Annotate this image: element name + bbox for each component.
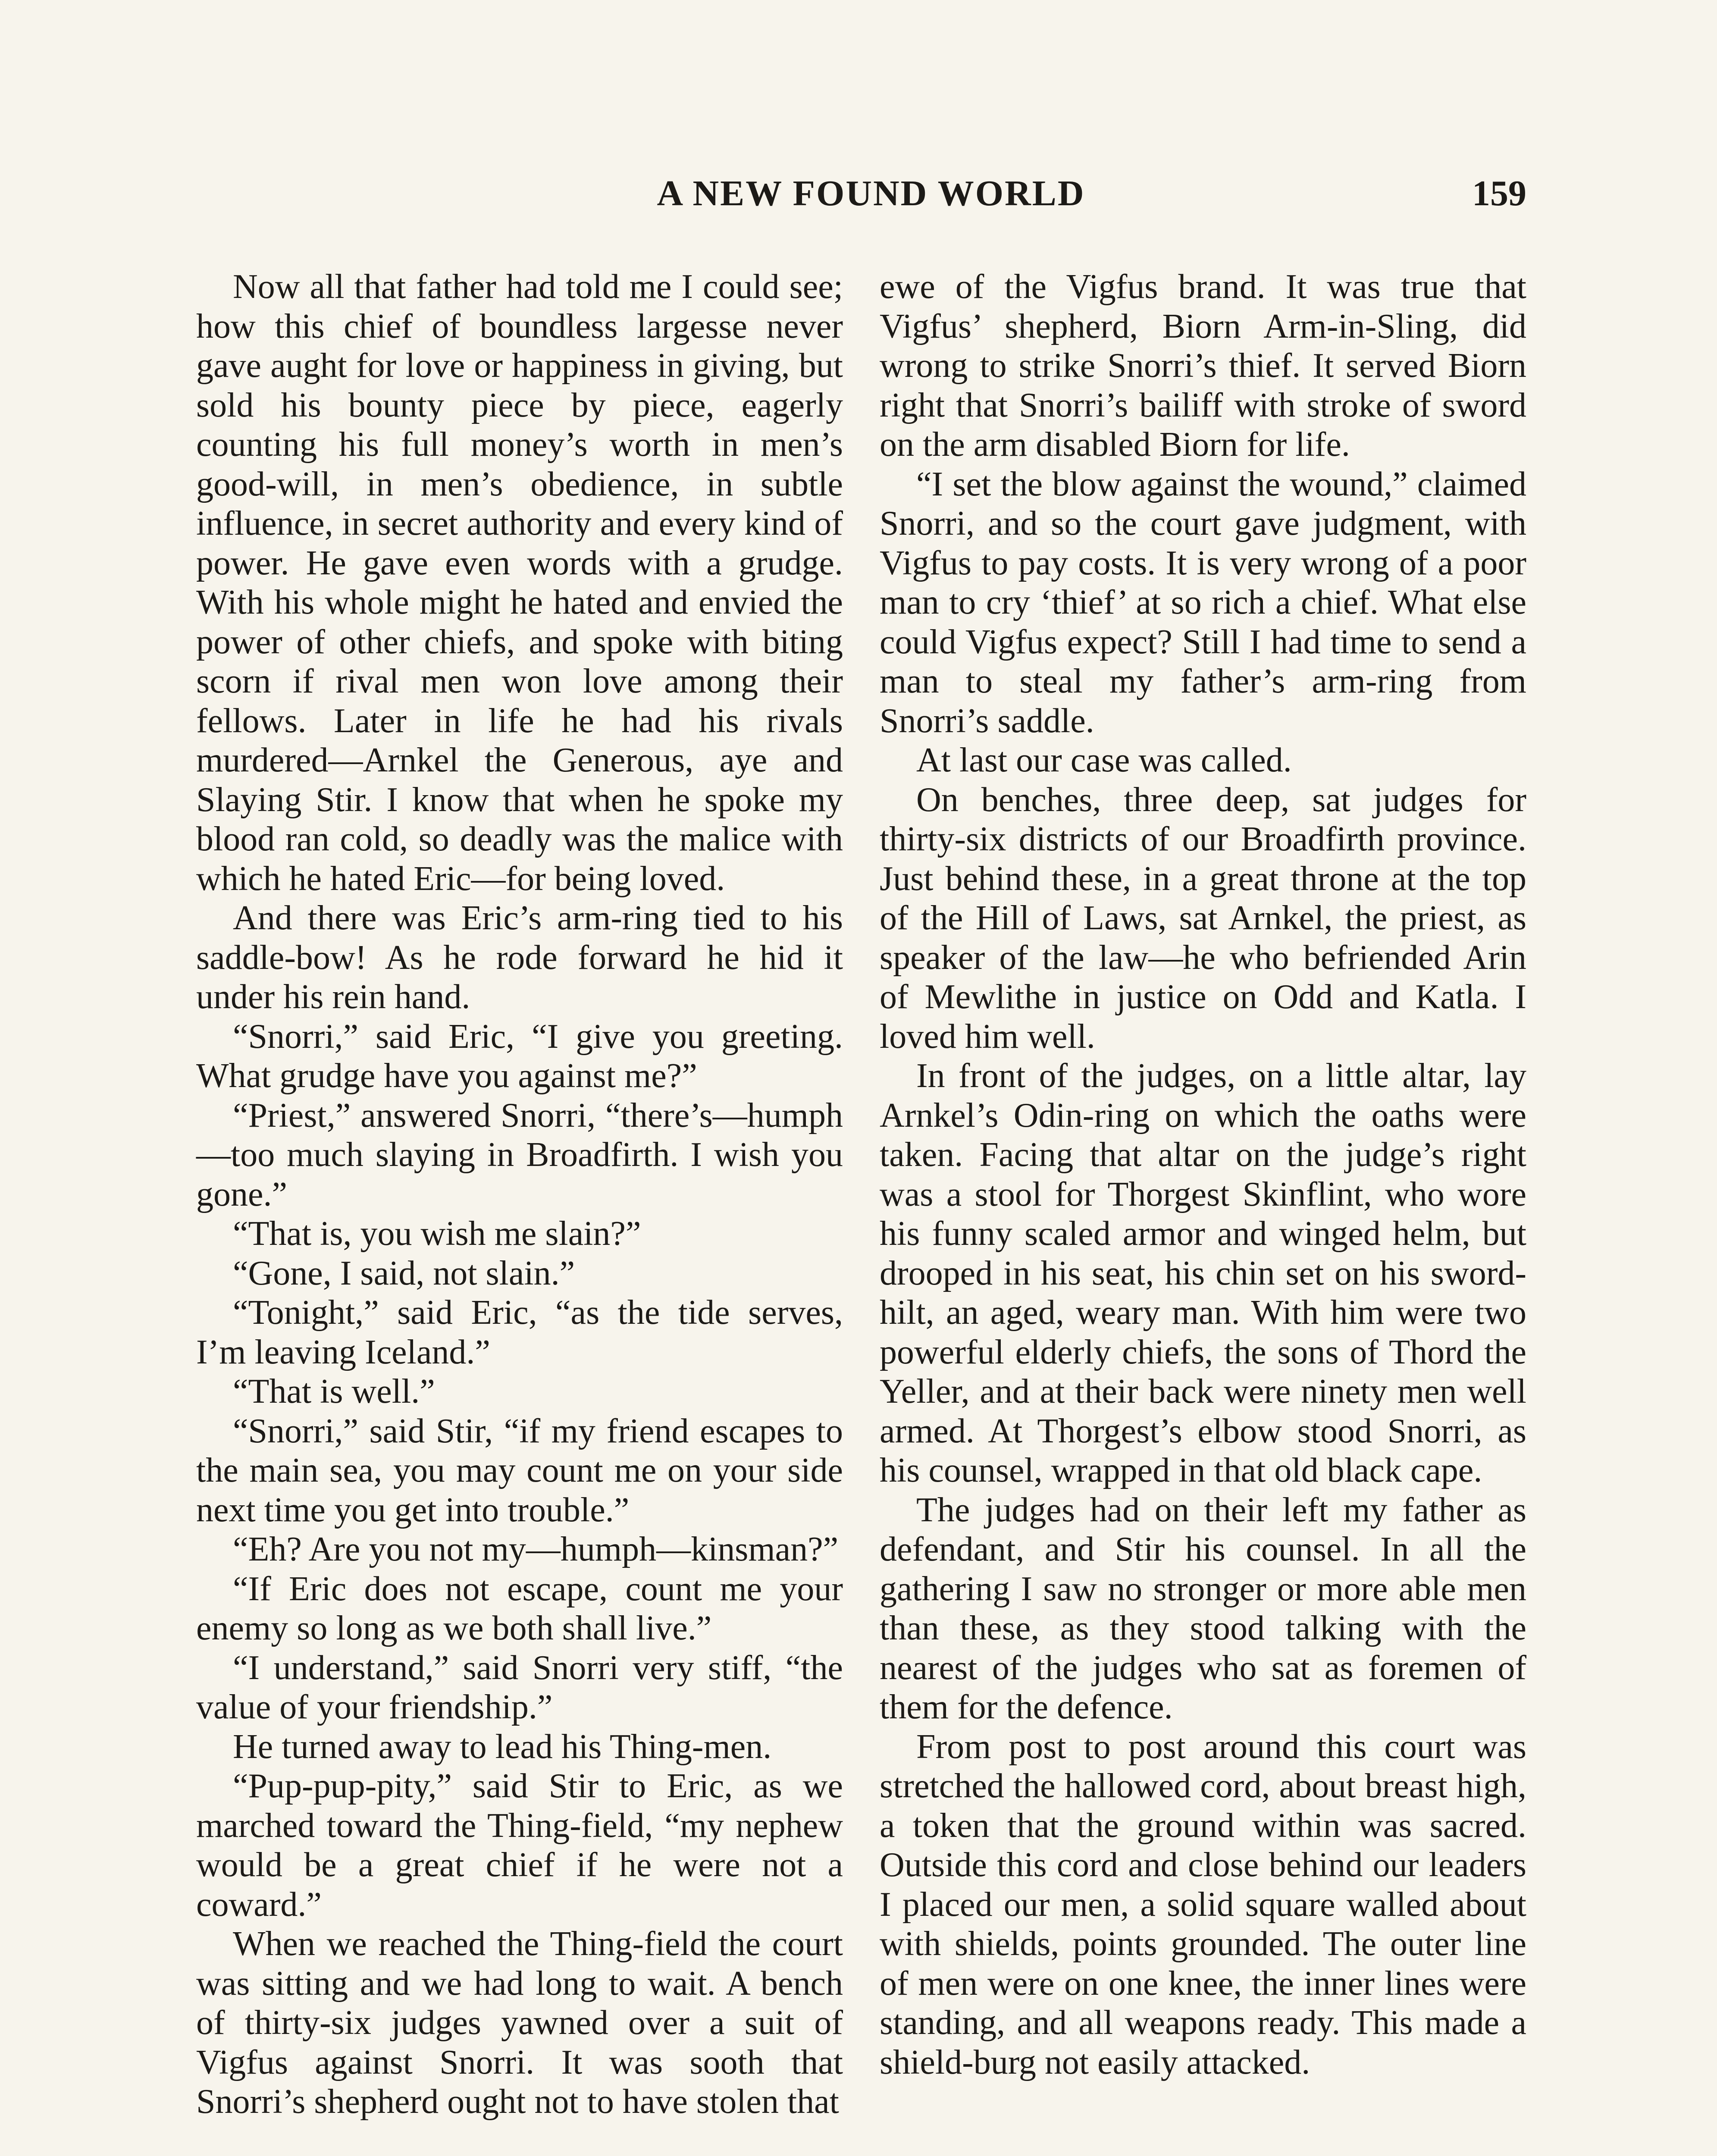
paragraph: In front of the judges, on a little altar, lay Arnkel’s Odin-ring on which the oaths were taken. Facing that altar on the judge’s right was a stool for Thorgest Skinflint, who wore his funny scaled armor and winged helm, but drooped in his seat, his chin set on his sword-hilt, an aged, weary man. With him were two powerful elderly chiefs, the sons of Thord the Yeller, and at their back were ninety men well armed. At Thorgest’s elbow stood Snorri, as his counsel, wrapped in that old black cape. xyxy=(880,1057,1526,1489)
paragraph: “Tonight,” said Eric, “as the tide serves, I’m leaving Iceland.” xyxy=(196,1294,843,1371)
paragraph: “I understand,” said Snorri very stiff, “the value of your friendship.” xyxy=(196,1648,843,1726)
paragraph: At last our case was called. xyxy=(916,741,1292,779)
paragraph: And there was Eric’s arm-ring tied to his saddle-bow! As he rode forward he hid it under his rein hand. xyxy=(196,899,843,1016)
page-number: 159 xyxy=(1472,173,1526,213)
paragraph: “Eh? Are you not my—humph—kinsman?” xyxy=(233,1530,839,1568)
paragraph: “Priest,” answered Snorri, “there’s—humph—too much slaying in Broadfirth. I wish you gone.” xyxy=(196,1096,843,1213)
paragraph: From post to post around this court was stretched the hallowed cord, about breast high, a token that the ground within was sacred. Outside this cord and close behind our leaders I placed our men, a solid square walled about with shields, points grounded. The outer line of men were on one knee, the inner lines were standing, and all weapons ready. This made a shield-burg not easily attacked. xyxy=(880,1727,1526,2081)
paragraph: “Pup-pup-pity,” said Stir to Eric, as we marched toward the Thing-field, “my nephew would be a great chief if he were not a coward.” xyxy=(196,1767,843,1924)
paragraph: “Gone, I said, not slain.” xyxy=(233,1254,575,1292)
paragraph: When we reached the Thing-field the court was sitting and we had long to wait. A bench of thirty-six judges yawned over a suit of Vigfus against Snorri. It was sooth that Snorri’s shepherd ought not to have stolen that xyxy=(196,1925,843,2121)
paragraph: He turned away to lead his Thing-men. xyxy=(233,1727,772,1766)
paragraph: “Snorri,” said Eric, “I give you greeting. What grudge have you against me?” xyxy=(196,1017,843,1095)
paragraph: The judges had on their left my father as defendant, and Stir his counsel. In all the gathering I saw no stronger or more able men than these, as they stood talking with the nearest of the judges who sat as foremen of them for the defence. xyxy=(880,1491,1526,1726)
paragraph: On benches, three deep, sat judges for thirty-six districts of our Broadfirth province. Just behind these, in a great throne at the top of the Hill of Laws, sat Arnkel, the priest, as speaker of the law—he who befriended Arin of Mewlithe in justice on Odd and Katla. I loved him well. xyxy=(880,780,1526,1056)
page-header xyxy=(0,172,1717,224)
right-column xyxy=(880,267,1526,2082)
paragraph: “That is well.” xyxy=(233,1373,435,1410)
running-title: A NEW FOUND WORLD xyxy=(657,173,1085,213)
paragraph: “I set the blow against the wound,” claimed Snorri, and so the court gave judgment, with Vigfus to pay costs. It is very wrong of a poor man to cry ‘thief’ at so rich a chief. What else could Vigfus expect? Still I had time to send a man to steal my father’s arm-ring from Snorri’s saddle. xyxy=(880,465,1526,740)
paragraph: “If Eric does not escape, count me your enemy so long as we both shall live.” xyxy=(196,1570,843,1647)
paragraph: “Snorri,” said Stir, “if my friend escapes to the main sea, you may count me on your side next time you get into trouble.” xyxy=(196,1412,843,1529)
paragraph: “That is, you wish me slain?” xyxy=(233,1215,641,1253)
continued-paragraph: ewe of the Vigfus brand. It was true that Vigfus’ shepherd, Biorn Arm-in-Sling, did wrong to strike Snorri’s thief. It served Biorn right that Snorri’s bailiff with stroke of sword on the arm disabled Biorn for life. xyxy=(880,268,1526,464)
paragraph: Now all that father had told me I could see; how this chief of boundless largesse never gave aught for love or happiness in giving, but sold his bounty piece by piece, eagerly counting his full money’s worth in men’s good-will, in men’s obedience, in subtle influence, in secret authority and every kind of power. He gave even words with a grudge. With his whole might he hated and envied the power of other chiefs, and spoke with biting scorn if rival men won love among their fellows. Later in life he had his rivals murdered—Arnkel the Generous, aye and Slaying Stir. I know that when he spoke my blood ran cold, so deadly was the malice with which he hated Eric—for being loved. xyxy=(196,268,843,898)
left-column xyxy=(196,267,843,2122)
